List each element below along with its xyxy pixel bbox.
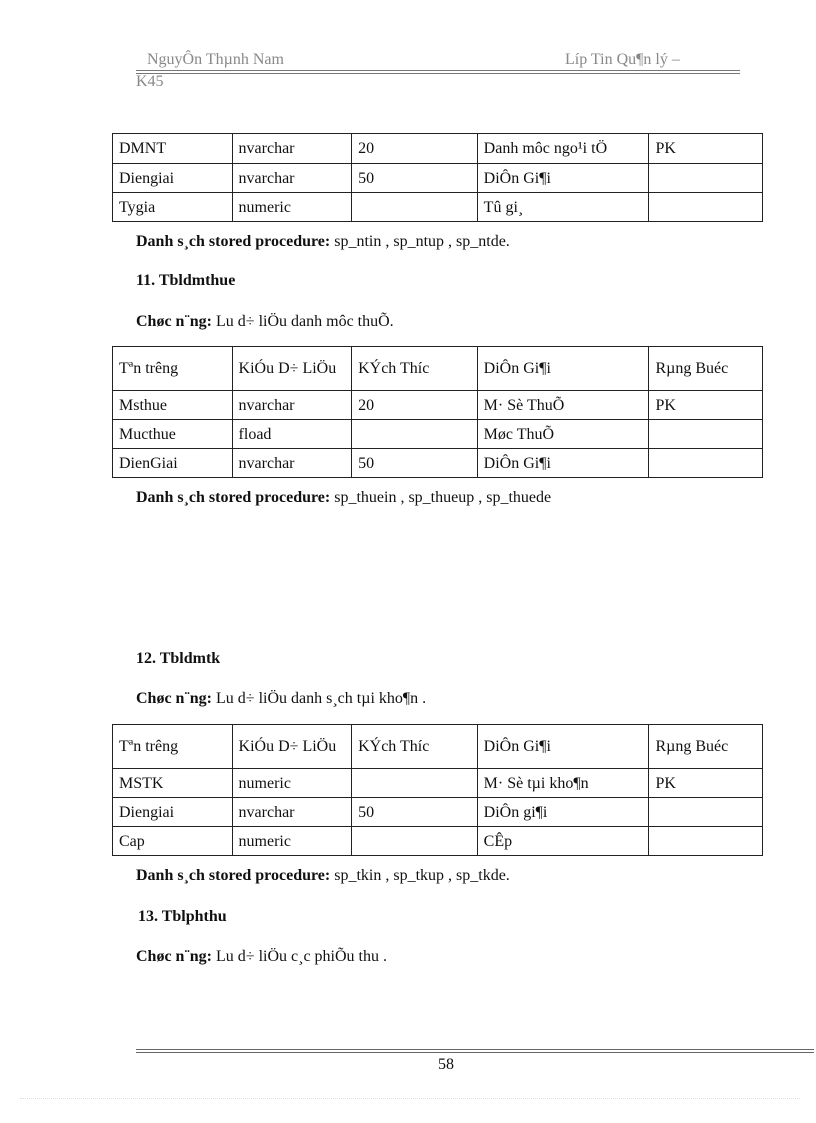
table-row	[113, 769, 763, 798]
function-label: Chøc n¨ng:	[136, 313, 213, 330]
column-header: DiÔn Gi¶i	[477, 725, 649, 769]
function-label: Chøc n¨ng:	[136, 948, 213, 965]
cell	[352, 769, 478, 798]
section-heading: 13. Tblphthu	[138, 908, 227, 925]
function-line	[136, 690, 426, 708]
cell	[649, 193, 763, 222]
cell: fload	[232, 420, 352, 449]
cell: Tû gi¸	[477, 193, 649, 222]
cell: numeric	[232, 827, 352, 856]
procedures-label: Danh s¸ch stored procedure:	[136, 867, 331, 884]
cell: Tygia	[113, 193, 233, 222]
column-header: KÝch Thíc	[352, 725, 478, 769]
column-header: KiÓu D÷ LiÖu	[232, 725, 352, 769]
cell: DienGiai	[113, 449, 233, 478]
cell: Diengiai	[113, 164, 233, 193]
cell: DiÔn Gi¶i	[477, 164, 649, 193]
cell: MSTK	[113, 769, 233, 798]
section-heading: 11. Tbldmthue	[136, 272, 236, 289]
cell: PK	[649, 391, 763, 420]
cell: PK	[649, 134, 763, 164]
cell: DiÔn gi¶i	[477, 798, 649, 827]
cell: Møc ThuÕ	[477, 420, 649, 449]
column-header: KÝch Thíc	[352, 347, 478, 391]
cell: 50	[352, 164, 478, 193]
table-tbldmtk	[112, 724, 763, 856]
cell: nvarchar	[232, 134, 352, 164]
cell: Cap	[113, 827, 233, 856]
cell: Diengiai	[113, 798, 233, 827]
cell	[649, 164, 763, 193]
cell	[649, 449, 763, 478]
cell	[352, 420, 478, 449]
cell: 20	[352, 134, 478, 164]
cell: Msthue	[113, 391, 233, 420]
cell: DMNT	[113, 134, 233, 164]
table-row	[113, 420, 763, 449]
cell: 20	[352, 391, 478, 420]
column-header: KiÓu D÷ LiÖu	[232, 347, 352, 391]
cell	[352, 193, 478, 222]
page-bottom-edge	[20, 1098, 800, 1099]
cell: Mucthue	[113, 420, 233, 449]
column-header: Tªn trêng	[113, 725, 233, 769]
cell	[649, 827, 763, 856]
table-row	[113, 134, 763, 164]
function-text: Lu d÷ liÖu danh s¸ch tµi kho¶n .	[212, 690, 427, 707]
footer-rule	[136, 1052, 814, 1053]
cell: nvarchar	[232, 798, 352, 827]
procedures-line	[136, 867, 510, 885]
cell: nvarchar	[232, 164, 352, 193]
procedures-label: Danh s¸ch stored procedure:	[136, 233, 331, 250]
procedures-value: sp_tkin , sp_tkup , sp_tkde.	[330, 867, 510, 884]
function-line	[136, 313, 394, 331]
header-rule	[136, 70, 740, 71]
function-text: Lu d÷ liÖu danh môc thuÕ.	[212, 313, 394, 330]
cell: M· Sè tµi kho¶n	[477, 769, 649, 798]
header-class: Líp Tin Qu¶n lý –	[565, 51, 680, 68]
table-header-row	[113, 725, 763, 769]
table-row	[113, 193, 763, 222]
procedures-value: sp_ntin , sp_ntup , sp_ntde.	[330, 233, 510, 250]
column-header: Rµng Buéc	[649, 725, 763, 769]
header-class-continued: K45	[136, 73, 164, 90]
cell: 50	[352, 449, 478, 478]
table-tbldmthue	[112, 346, 763, 478]
cell: 50	[352, 798, 478, 827]
cell	[649, 798, 763, 827]
table-header-row	[113, 347, 763, 391]
header-author: NguyÔn Thµnh Nam	[147, 51, 284, 68]
column-header: DiÔn Gi¶i	[477, 347, 649, 391]
cell: nvarchar	[232, 449, 352, 478]
table-row	[113, 827, 763, 856]
footer-rule	[136, 1049, 814, 1050]
header-rule	[136, 73, 740, 74]
table-row	[113, 164, 763, 193]
column-header: Rµng Buéc	[649, 347, 763, 391]
cell: nvarchar	[232, 391, 352, 420]
table-row	[113, 798, 763, 827]
function-label: Chøc n¨ng:	[136, 690, 213, 707]
cell: M· Sè ThuÕ	[477, 391, 649, 420]
page-number: 58	[438, 1056, 454, 1073]
function-line	[136, 948, 387, 966]
cell: numeric	[232, 193, 352, 222]
cell: numeric	[232, 769, 352, 798]
procedures-line	[136, 489, 551, 507]
procedures-line	[136, 233, 510, 251]
table-row	[113, 391, 763, 420]
procedures-value: sp_thuein , sp_thueup , sp_thuede	[330, 489, 552, 506]
section-heading: 12. Tbldmtk	[136, 650, 221, 667]
cell: DiÔn Gi¶i	[477, 449, 649, 478]
cell: Danh môc ngo¹i tÖ	[477, 134, 649, 164]
column-header: Tªn trêng	[113, 347, 233, 391]
cell	[649, 420, 763, 449]
table-row	[113, 449, 763, 478]
cell: CÊp	[477, 827, 649, 856]
cell	[352, 827, 478, 856]
table-currency	[112, 133, 763, 222]
procedures-label: Danh s¸ch stored procedure:	[136, 489, 331, 506]
function-text: Lu d÷ liÖu c¸c phiÕu thu .	[212, 948, 387, 965]
cell: PK	[649, 769, 763, 798]
